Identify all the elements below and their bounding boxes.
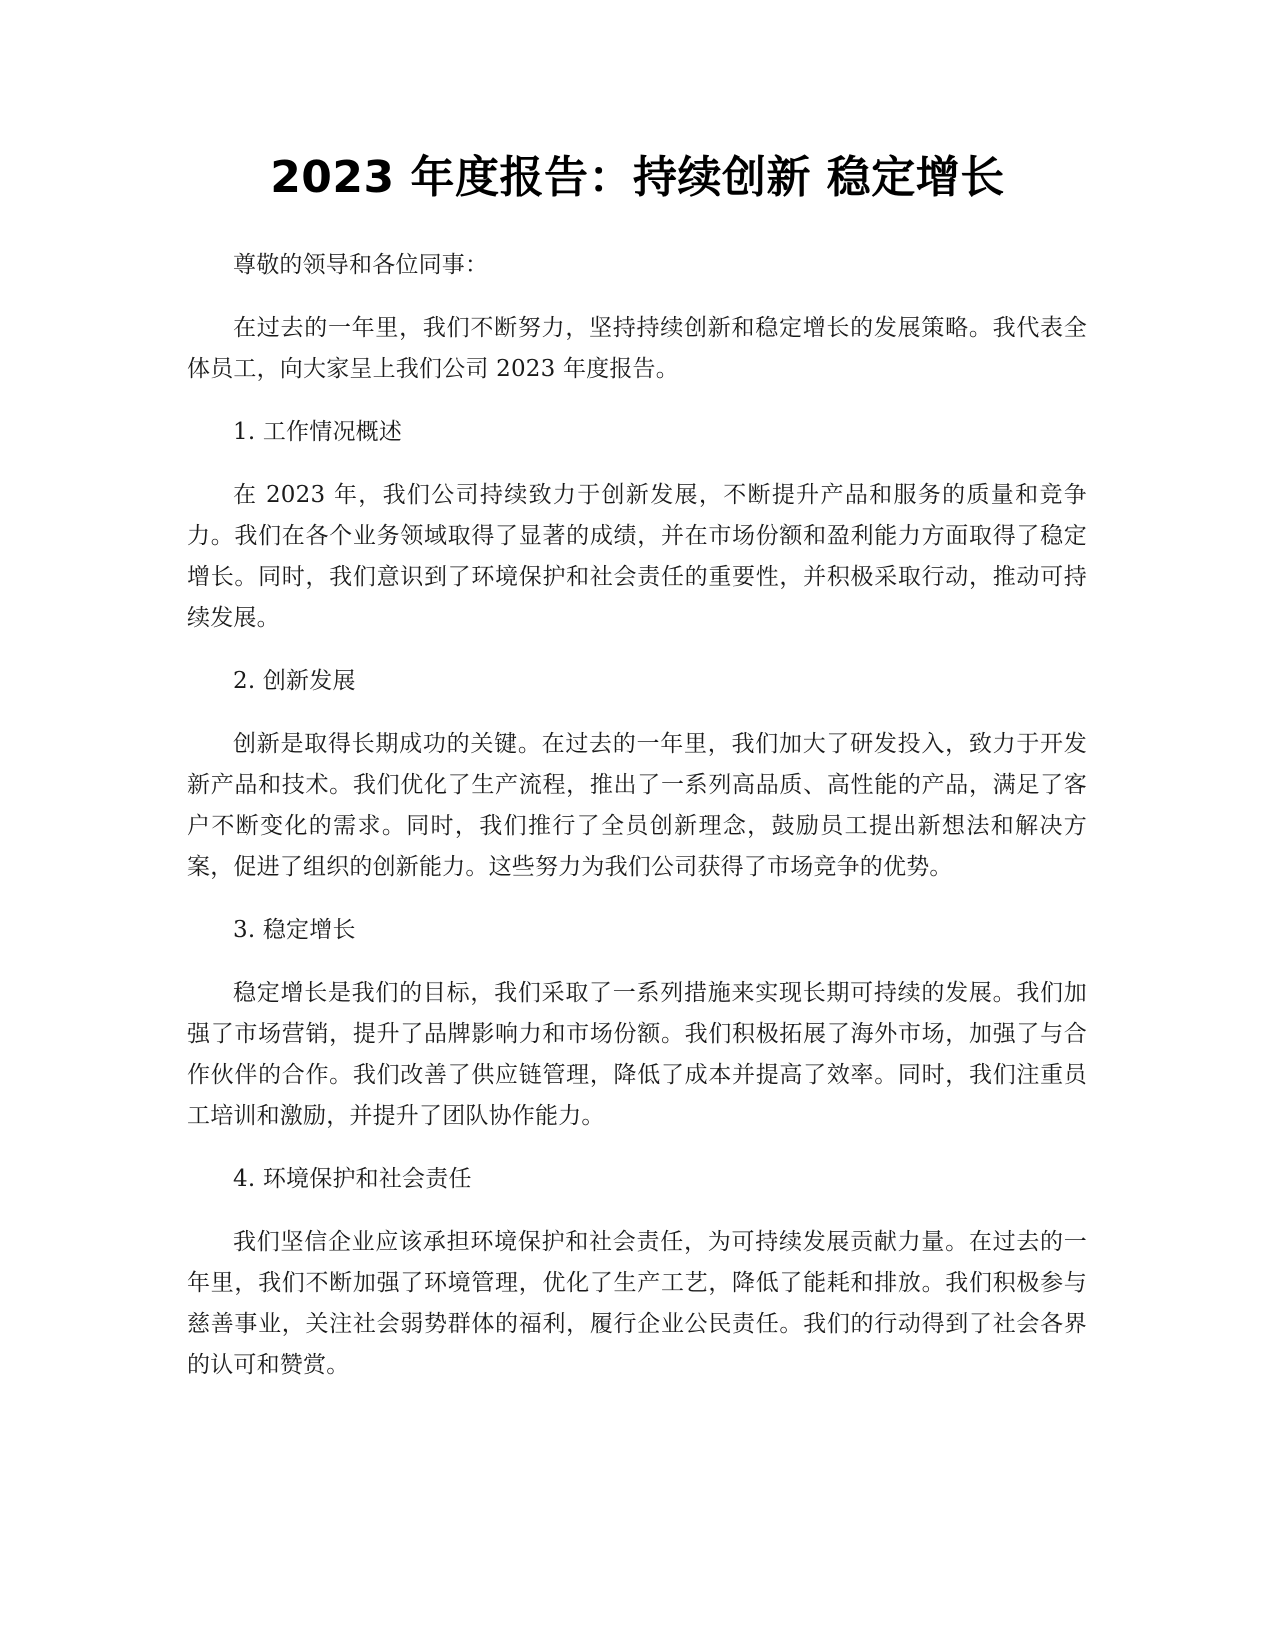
section-heading-1: 1. 工作情况概述 (233, 419, 403, 445)
section-paragraph-2: 创新是取得长期成功的关键。在过去的一年里，我们加大了研发投入，致力于开发新产品和技术。我们优化了生产流程，推出了一系列高品质、高性能的产品，满足了客户不断变化的需求。同时，我们推行了全员创新理念，鼓励员工提出新想法和解决方案，促进了组织的创新能力。这些努力为我们公司获得了市场竞争的优势。 (187, 731, 1087, 880)
section-paragraph-1: 在 2023 年，我们公司持续致力于创新发展，不断提升产品和服务的质量和竞争力。我们在各个业务领域取得了显著的成绩，并在市场份额和盈利能力方面取得了稳定增长。同时，我们意识到了环境保护和社会责任的重要性，并积极采取行动，推动可持续发展。 (187, 482, 1087, 631)
document-body (187, 245, 1087, 1408)
page-title: 2023 年度报告：持续创新 稳定增长 (270, 152, 1005, 203)
greeting: 尊敬的领导和各位同事： (233, 252, 489, 278)
section-heading-4: 4. 环境保护和社会责任 (233, 1166, 472, 1192)
section-heading-3: 3. 稳定增长 (233, 917, 356, 943)
section-heading-2: 2. 创新发展 (233, 668, 356, 694)
section-paragraph-3: 稳定增长是我们的目标，我们采取了一系列措施来实现长期可持续的发展。我们加强了市场营销，提升了品牌影响力和市场份额。我们积极拓展了海外市场，加强了与合作伙伴的合作。我们改善了供应链管理，降低了成本并提高了效率。同时，我们注重员工培训和激励，并提升了团队协作能力。 (187, 980, 1087, 1129)
section-paragraph-4: 我们坚信企业应该承担环境保护和社会责任，为可持续发展贡献力量。在过去的一年里，我们不断加强了环境管理，优化了生产工艺，降低了能耗和排放。我们积极参与慈善事业，关注社会弱势群体的福利，履行企业公民责任。我们的行动得到了社会各界的认可和赞赏。 (187, 1229, 1087, 1378)
intro-paragraph: 在过去的一年里，我们不断努力，坚持持续创新和稳定增长的发展策略。我代表全体员工，向大家呈上我们公司 2023 年度报告。 (187, 315, 1087, 382)
